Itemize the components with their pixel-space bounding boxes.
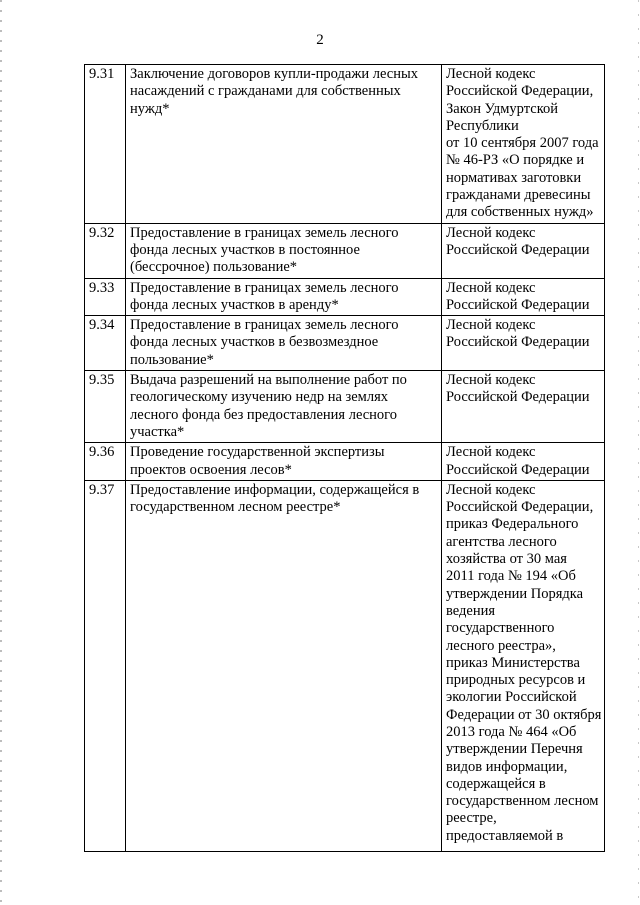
legal-basis bbox=[442, 223, 605, 278]
service-name-line: фонда лесных участков в безвозмездное bbox=[130, 334, 379, 351]
legal-basis-line: приказ Федерального bbox=[446, 516, 579, 533]
legal-basis bbox=[442, 278, 605, 316]
service-name bbox=[126, 65, 442, 224]
legal-basis-line: Лесной кодекс bbox=[446, 372, 536, 389]
legal-basis-line: Российской Федерации bbox=[446, 389, 590, 406]
service-name-line: фонда лесных участков в аренду* bbox=[130, 296, 339, 313]
services-table-body bbox=[85, 65, 605, 852]
legal-basis-line: Российской Федерации bbox=[446, 334, 590, 351]
service-name-line: нужд* bbox=[130, 100, 170, 117]
legal-basis-line: № 46-РЗ «О порядке и bbox=[446, 152, 585, 169]
service-name-line: Проведение государственной экспертизы bbox=[130, 444, 385, 461]
service-name-line: (бессрочное) пользование* bbox=[130, 259, 298, 276]
legal-basis-line: Федерации от 30 октября bbox=[446, 706, 601, 723]
legal-basis-line: Лесной кодекс bbox=[446, 481, 536, 498]
service-name-line: Предоставление в границах земель лесного bbox=[130, 224, 399, 241]
legal-basis-line: хозяйства от 30 мая bbox=[446, 551, 567, 568]
legal-basis-line: природных ресурсов и bbox=[446, 672, 586, 689]
legal-basis-line: Закон Удмуртской bbox=[446, 100, 559, 117]
legal-basis-line: Российской Федерации, bbox=[446, 499, 594, 516]
service-name-line: фонда лесных участков в постоянное bbox=[130, 241, 360, 258]
legal-basis-line: реестре, bbox=[446, 810, 497, 827]
service-name bbox=[126, 223, 442, 278]
legal-basis-line: нормативах заготовки bbox=[446, 169, 582, 186]
legal-basis-line: Российской Федерации bbox=[446, 296, 590, 313]
legal-basis bbox=[442, 316, 605, 371]
legal-basis-line: Лесной кодекс bbox=[446, 317, 536, 334]
table-row bbox=[85, 65, 605, 224]
legal-basis-line: утверждении Перечня bbox=[446, 741, 583, 758]
legal-basis-line: ведения bbox=[446, 602, 496, 619]
service-name-line: лесного фонда без предоставления лесного bbox=[130, 406, 398, 423]
service-name-line: участка* bbox=[130, 423, 185, 440]
service-name-line: Предоставление в границах земель лесного bbox=[130, 279, 399, 296]
row-number: 9.33 bbox=[85, 278, 126, 316]
row-number: 9.34 bbox=[85, 316, 126, 371]
table-row bbox=[85, 371, 605, 443]
service-name-line: Предоставление информации, содержащейся в bbox=[130, 481, 420, 498]
service-name bbox=[126, 278, 442, 316]
legal-basis-line: 2011 года № 194 «Об bbox=[446, 568, 576, 585]
legal-basis-line: Лесной кодекс bbox=[446, 224, 536, 241]
legal-basis bbox=[442, 65, 605, 224]
table-row bbox=[85, 316, 605, 371]
legal-basis-line: экологии Российской bbox=[446, 689, 577, 706]
service-name bbox=[126, 443, 442, 481]
legal-basis bbox=[442, 480, 605, 851]
service-name-line: Заключение договоров купли-продажи лесных bbox=[130, 66, 418, 82]
row-number: 9.37 bbox=[85, 480, 126, 851]
scan-edge-left bbox=[0, 0, 2, 905]
service-name-line: Выдача разрешений на выполнение работ по bbox=[130, 372, 407, 389]
legal-basis-line: Республики bbox=[446, 117, 519, 134]
row-number: 9.32 bbox=[85, 223, 126, 278]
legal-basis-line: утверждении Порядка bbox=[446, 585, 584, 602]
legal-basis-line: Лесной кодекс bbox=[446, 66, 536, 82]
service-name bbox=[126, 371, 442, 443]
legal-basis-line: Лесной кодекс bbox=[446, 444, 536, 461]
table-row bbox=[85, 223, 605, 278]
legal-basis-line: государственного bbox=[446, 620, 555, 637]
legal-basis-line: предоставляемой в bbox=[446, 827, 564, 844]
page-number: 2 bbox=[316, 32, 324, 48]
legal-basis-line: приказ Министерства bbox=[446, 654, 580, 671]
legal-basis-line: Лесной кодекс bbox=[446, 279, 536, 296]
scan-edge-right bbox=[638, 0, 639, 905]
service-name-content bbox=[130, 482, 438, 850]
service-name bbox=[126, 316, 442, 371]
legal-basis-line: Российской Федерации bbox=[446, 461, 590, 478]
legal-basis-line: гражданами древесины bbox=[446, 187, 591, 204]
row-number: 9.35 bbox=[85, 371, 126, 443]
legal-basis-content bbox=[446, 482, 601, 850]
legal-basis-line: 2013 года № 464 «Об bbox=[446, 723, 577, 740]
legal-basis-line: содержащейся в bbox=[446, 775, 546, 792]
service-name-line: проектов освоения лесов* bbox=[130, 461, 292, 478]
legal-basis bbox=[442, 443, 605, 481]
service-name-line: пользование* bbox=[130, 351, 214, 368]
services-table bbox=[84, 64, 605, 852]
table-row bbox=[85, 480, 605, 851]
row-number: 9.36 bbox=[85, 443, 126, 481]
service-name bbox=[126, 480, 442, 851]
service-name-line: государственном лесном реестре* bbox=[130, 499, 341, 516]
row-number: 9.31 bbox=[85, 65, 126, 224]
service-name-line: Предоставление в границах земель лесного bbox=[130, 317, 399, 334]
legal-basis-line: лесного реестра», bbox=[446, 637, 556, 654]
legal-basis-line: для собственных нужд» bbox=[446, 204, 594, 221]
legal-basis-line: агентства лесного bbox=[446, 533, 557, 550]
table-row bbox=[85, 278, 605, 316]
legal-basis-line: от 10 сентября 2007 года bbox=[446, 135, 599, 152]
service-name-line: геологическому изучению недр на землях bbox=[130, 389, 389, 406]
legal-basis-line: видов информации, bbox=[446, 758, 568, 775]
service-name-line: насаждений с гражданами для собственных bbox=[130, 83, 401, 100]
legal-basis-line: государственном лесном bbox=[446, 793, 599, 810]
legal-basis-line: Российской Федерации, bbox=[446, 83, 594, 100]
legal-basis bbox=[442, 371, 605, 443]
legal-basis-line: Российской Федерации bbox=[446, 241, 590, 258]
table-row bbox=[85, 443, 605, 481]
